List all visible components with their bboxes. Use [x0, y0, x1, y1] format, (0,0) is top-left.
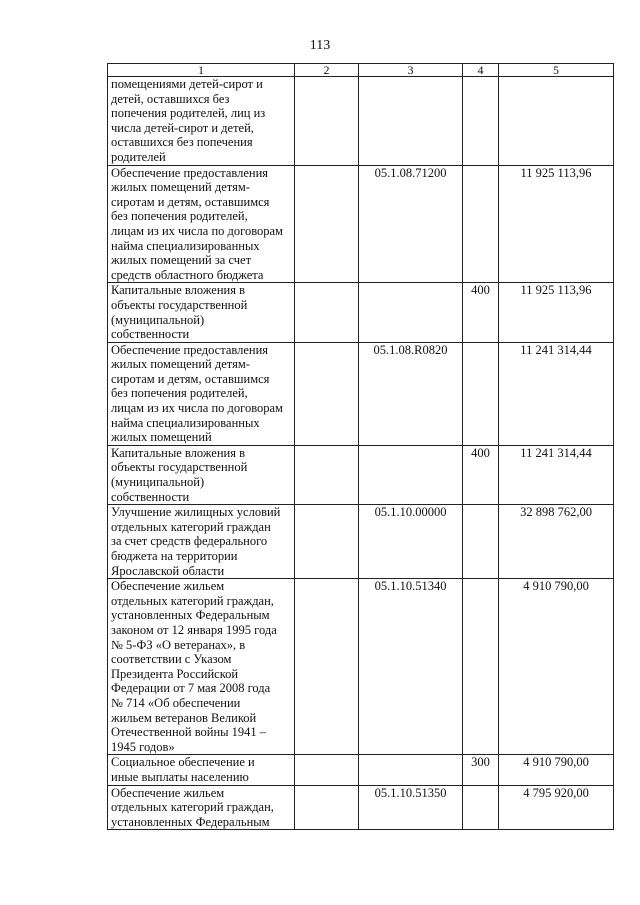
row-col2-cell	[295, 283, 359, 342]
page-number: 113	[309, 38, 331, 53]
row-name-line: Капитальные вложения в	[111, 283, 245, 298]
row-name-line: помещениями детей-сирот и	[111, 77, 263, 91]
row-name-line: отдельных категорий граждан,	[111, 800, 274, 815]
row-name-line: Обеспечение предоставления	[111, 165, 269, 180]
row-name-line: Обеспечение предоставления	[111, 342, 269, 357]
row-kind-cell: 300	[463, 755, 499, 785]
row-col2-cell	[295, 165, 359, 283]
row-name-line: числа детей-сирот и детей,	[111, 120, 254, 135]
table-row	[108, 342, 614, 445]
row-code-cell	[359, 283, 463, 342]
row-kind-cell	[463, 579, 499, 755]
row-amount-cell: 11 241 314,44	[499, 445, 614, 504]
header-col-1: 1	[108, 64, 295, 77]
row-name-line: Обеспечение жильем	[111, 579, 225, 594]
row-name-line: жилых помещений	[111, 430, 212, 445]
row-name-line: отдельных категорий граждан,	[111, 593, 274, 608]
row-kind-cell: 400	[463, 283, 499, 342]
row-name-line: Обеспечение жильем	[111, 785, 225, 800]
row-col2-cell	[295, 579, 359, 755]
row-amount-cell: 11 241 314,44	[499, 342, 614, 445]
row-name-cell	[108, 165, 295, 283]
row-code-cell: 05.1.10.51350	[359, 785, 463, 830]
row-name-line: средств областного бюджета	[111, 267, 264, 282]
row-name-line: (муниципальной)	[111, 475, 205, 490]
row-amount-cell: 32 898 762,00	[499, 505, 614, 579]
row-name-line: найма специализированных	[111, 415, 260, 430]
row-name-line: собственности	[111, 489, 190, 504]
row-name-line: жильем ветеранов Великой	[111, 710, 257, 725]
row-name-line: установленных Федеральным	[111, 608, 270, 623]
row-name-line: бюджета на территории	[111, 549, 238, 563]
row-amount-cell: 11 925 113,96	[499, 165, 614, 283]
row-name-line: попечения родителей, лиц из	[111, 106, 266, 121]
row-name-line: Ярославской области	[111, 563, 225, 578]
row-amount-cell: 4 795 920,00	[499, 785, 614, 830]
row-name-line: 1945 годов»	[111, 739, 175, 754]
row-col2-cell	[295, 445, 359, 504]
row-kind-cell	[463, 165, 499, 283]
row-name-line: лицам из их числа по договорам	[111, 223, 283, 238]
header-col-2: 2	[295, 64, 359, 77]
row-name-line: за счет средств федерального	[111, 534, 268, 549]
row-col2-cell	[295, 755, 359, 785]
row-name-line: родителей	[111, 149, 166, 164]
row-name-line: Отечественной войны 1941 –	[111, 725, 267, 740]
row-name-cell	[108, 755, 295, 785]
table-row	[108, 165, 614, 283]
row-name-line: лицам из их числа по договорам	[111, 401, 283, 416]
row-name-cell	[108, 505, 295, 579]
row-name-cell	[108, 283, 295, 342]
header-col-3: 3	[359, 64, 463, 77]
row-name-line: иные выплаты населению	[111, 769, 249, 784]
row-amount-cell: 4 910 790,00	[499, 579, 614, 755]
row-name-line: найма специализированных	[111, 238, 260, 253]
row-col2-cell	[295, 785, 359, 830]
row-kind-cell	[463, 77, 499, 166]
row-name-line: оставшихся без попечения	[111, 135, 253, 150]
row-name-line: объекты государственной	[111, 460, 248, 475]
row-amount-cell	[499, 77, 614, 166]
row-name-line: объекты государственной	[111, 297, 248, 312]
row-name-line: Федерации от 7 мая 2008 года	[111, 681, 271, 696]
row-code-cell: 05.1.10.51340	[359, 579, 463, 755]
row-name-line: сиротам и детям, оставшимся	[111, 194, 270, 209]
row-code-cell	[359, 445, 463, 504]
row-name-cell	[108, 77, 295, 166]
row-code-cell	[359, 77, 463, 166]
row-kind-cell	[463, 342, 499, 445]
table-row	[108, 785, 614, 830]
row-name-cell	[108, 579, 295, 755]
row-kind-cell: 400	[463, 445, 499, 504]
header-col-5: 5	[499, 64, 614, 77]
row-name-line: жилых помещений детям-	[111, 180, 250, 195]
table-body	[108, 77, 614, 830]
row-code-cell: 05.1.08.71200	[359, 165, 463, 283]
row-name-line: жилых помещений детям-	[111, 357, 250, 372]
row-name-line: соответствии с Указом	[111, 652, 232, 667]
row-name-line: Социальное обеспечение и	[111, 755, 255, 770]
row-name-line: законом от 12 января 1995 года	[111, 622, 277, 637]
row-name-line: отдельных категорий граждан	[111, 519, 271, 534]
row-col2-cell	[295, 505, 359, 579]
row-name-cell	[108, 785, 295, 830]
row-name-line: детей, оставшихся без	[111, 91, 230, 106]
row-name-line: № 5-ФЗ «О ветеранах», в	[111, 637, 246, 652]
row-name-cell	[108, 342, 295, 445]
row-name-line: без попечения родителей,	[111, 386, 248, 401]
table-row	[108, 505, 614, 579]
header-row	[108, 64, 614, 77]
table-row	[108, 283, 614, 342]
row-name-line: собственности	[111, 327, 190, 342]
row-name-line: установленных Федеральным	[111, 814, 270, 829]
row-kind-cell	[463, 785, 499, 830]
row-amount-cell: 11 925 113,96	[499, 283, 614, 342]
row-kind-cell	[463, 505, 499, 579]
row-name-cell	[108, 445, 295, 504]
row-code-cell: 05.1.08.R0820	[359, 342, 463, 445]
row-name-line: жилых помещений за счет	[111, 253, 252, 268]
row-col2-cell	[295, 77, 359, 166]
row-col2-cell	[295, 342, 359, 445]
row-name-line: сиротам и детям, оставшимся	[111, 371, 270, 386]
row-name-line: Капитальные вложения в	[111, 445, 245, 460]
row-name-line: № 714 «Об обеспечении	[111, 695, 241, 710]
row-name-line: Улучшение жилищных условий	[111, 505, 281, 520]
table-row	[108, 77, 614, 166]
budget-table	[107, 63, 614, 830]
row-name-line: Президента Российской	[111, 666, 239, 681]
row-code-cell: 05.1.10.00000	[359, 505, 463, 579]
table-row	[108, 579, 614, 755]
row-name-line: (муниципальной)	[111, 312, 205, 327]
header-col-4: 4	[463, 64, 499, 77]
row-amount-cell: 4 910 790,00	[499, 755, 614, 785]
table-row	[108, 755, 614, 785]
table-row	[108, 445, 614, 504]
row-code-cell	[359, 755, 463, 785]
row-name-line: без попечения родителей,	[111, 209, 248, 224]
